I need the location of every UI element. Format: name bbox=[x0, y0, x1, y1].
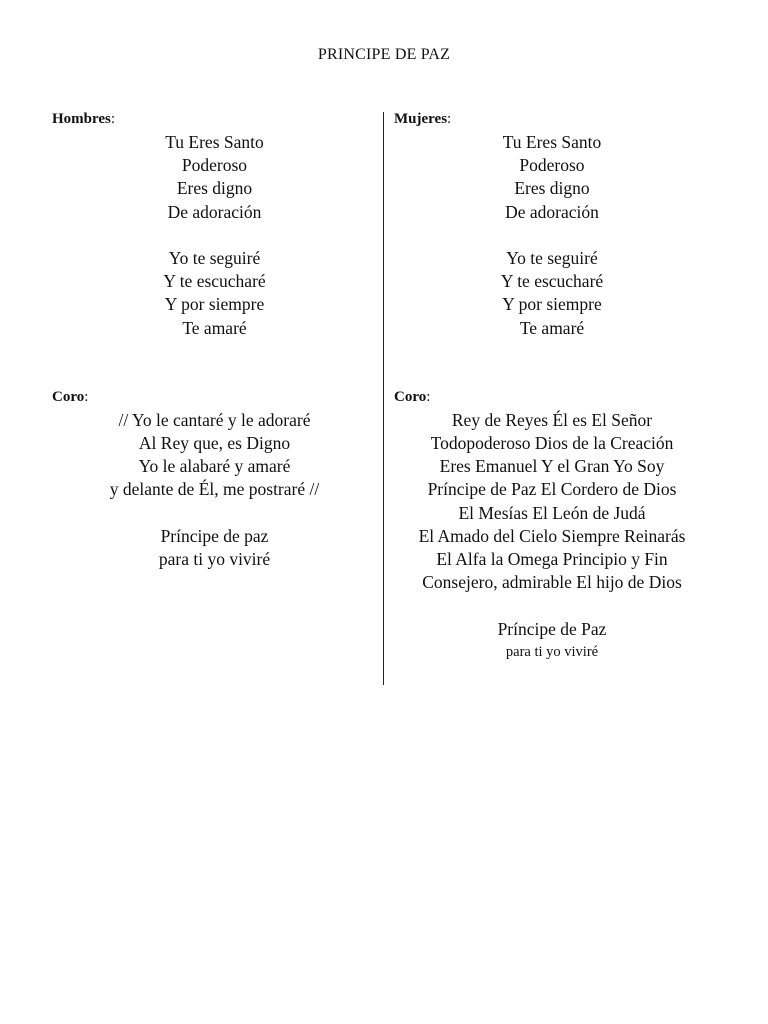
lyric-line: Rey de Reyes Él es El Señor bbox=[451, 409, 653, 430]
men-label: Hombres: bbox=[52, 111, 116, 127]
lyric-line: Consejero, admirable El hijo de Dios bbox=[422, 572, 682, 593]
lyric-line: Y te escucharé bbox=[163, 271, 266, 292]
lyric-line: De adoración bbox=[505, 201, 599, 222]
lyric-line: De adoración bbox=[167, 201, 262, 222]
men-verse-1 bbox=[52, 131, 377, 340]
lyric-line: Tu Eres Santo bbox=[502, 132, 602, 152]
lyric-line: para ti yo viviré bbox=[505, 643, 599, 660]
men-chorus-label-text: Coro bbox=[52, 388, 85, 405]
lyric-line: Yo le alabaré y amaré bbox=[138, 456, 291, 477]
women-verse-1 bbox=[394, 131, 710, 340]
lyric-line: Y por siempre bbox=[502, 294, 602, 315]
women-label: Mujeres: bbox=[394, 111, 452, 127]
lyric-line: Príncipe de Paz bbox=[497, 618, 607, 639]
women-column bbox=[394, 108, 710, 663]
lyric-line: El Mesías El León de Judá bbox=[458, 502, 646, 523]
lyric-line: Poderoso bbox=[181, 155, 248, 176]
lyric-line: Eres digno bbox=[514, 178, 590, 199]
lyric-line: Poderoso bbox=[519, 155, 585, 176]
lyric-line: Al Rey que, es Digno bbox=[138, 433, 291, 454]
lyric-line: para ti yo viviré bbox=[158, 549, 271, 570]
lyric-line: Eres Emanuel Y el Gran Yo Soy bbox=[439, 456, 665, 477]
men-chorus-label: Coro: bbox=[52, 388, 89, 405]
lyric-line: Todopoderoso Dios de la Creación bbox=[430, 433, 674, 454]
lyric-line: Tu Eres Santo bbox=[165, 132, 264, 152]
lyric-line: Príncipe de Paz El Cordero de Dios bbox=[427, 479, 677, 500]
song-title: PRINCIPE DE PAZ bbox=[317, 46, 451, 63]
men-column bbox=[52, 108, 377, 571]
lyric-line: Te amaré bbox=[519, 317, 585, 338]
lyric-line: Príncipe de paz bbox=[160, 525, 269, 546]
column-divider bbox=[383, 112, 384, 685]
men-chorus bbox=[52, 409, 377, 571]
lyric-line: Yo te seguiré bbox=[506, 248, 598, 268]
men-label-text: Hombres bbox=[52, 111, 111, 127]
lyric-line: // Yo le cantaré y le adoraré bbox=[118, 409, 311, 430]
lyric-line: Eres digno bbox=[176, 178, 253, 199]
women-chorus bbox=[394, 409, 710, 663]
women-chorus-label: Coro: bbox=[394, 388, 431, 405]
lyric-line: Yo te seguiré bbox=[168, 248, 261, 268]
lyric-line: El Alfa la Omega Principio y Fin bbox=[436, 549, 668, 570]
lyric-line: y delante de Él, me postraré // bbox=[109, 479, 320, 500]
lyric-line: Te amaré bbox=[182, 317, 247, 338]
lyric-line: Y te escucharé bbox=[500, 271, 604, 292]
lyric-line: Y por siempre bbox=[164, 294, 265, 315]
lyric-line: El Amado del Cielo Siempre Reinarás bbox=[418, 525, 686, 546]
women-label-text: Mujeres bbox=[394, 111, 448, 127]
women-chorus-label-text: Coro bbox=[394, 388, 427, 405]
